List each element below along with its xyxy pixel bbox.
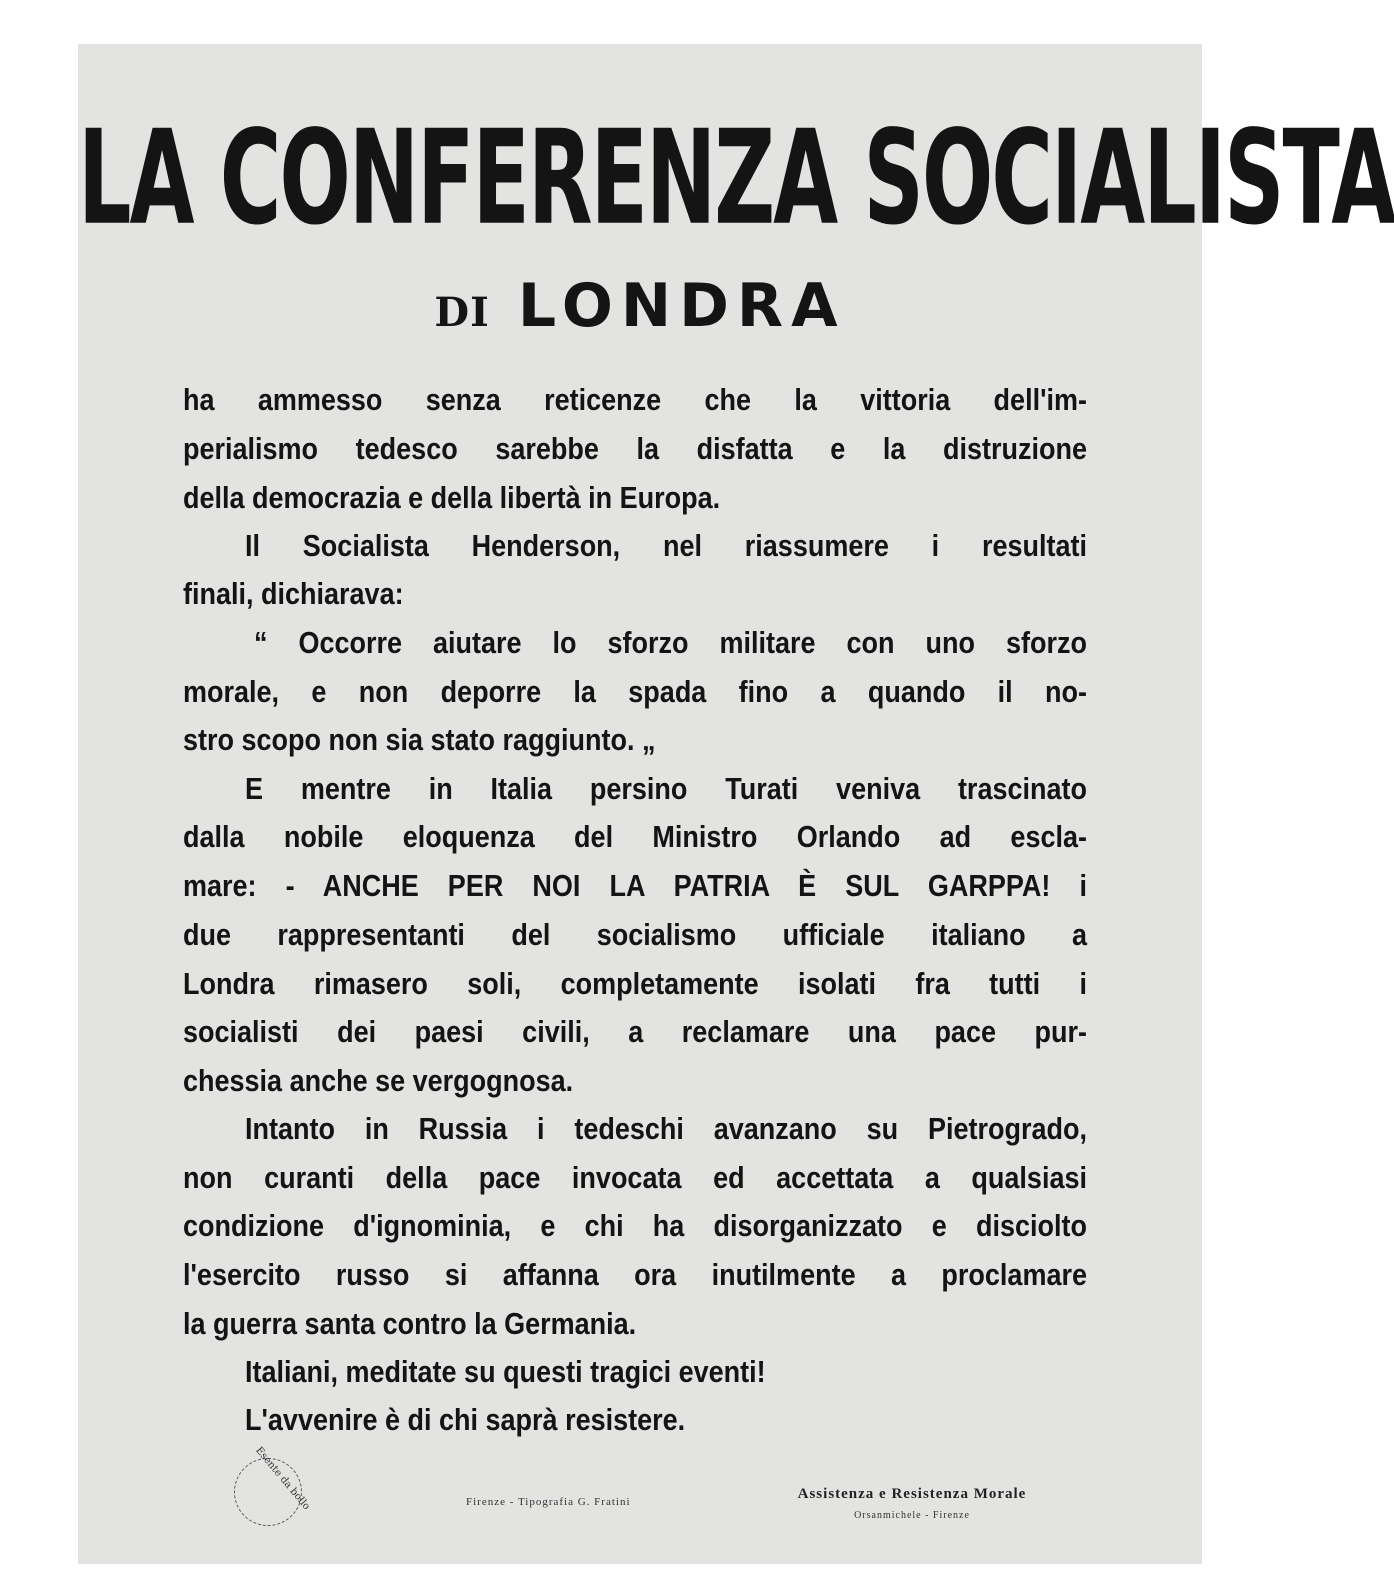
body-line: Intanto in Russia i tedeschi avanzano su Pietrogrado, bbox=[245, 1112, 1087, 1146]
body-line: la guerra santa contro la Germania. bbox=[183, 1307, 637, 1341]
body-line: ha ammesso senza reticenze che la vittoria dell'im- bbox=[183, 383, 1087, 417]
body-line: “ Occorre aiutare lo sforzo militare con uno sforzo bbox=[254, 626, 1087, 660]
body-line: della democrazia e della libertà in Europa. bbox=[183, 481, 721, 515]
body-line: due rappresentanti del socialismo ufficiale italiano a bbox=[183, 918, 1087, 952]
tax-stamp bbox=[234, 1445, 312, 1526]
subtitle-di: DI bbox=[434, 289, 490, 336]
stamp-text: Esente da bollo bbox=[253, 1445, 312, 1513]
body-line: Italiani, meditate su questi tragici eventi! bbox=[245, 1355, 766, 1389]
printer-imprint: Firenze - Tipografia G. Fratini bbox=[466, 1496, 631, 1508]
body-line: finali, dichiarava: bbox=[183, 577, 404, 611]
body-line: chessia anche se vergognosa. bbox=[183, 1064, 574, 1098]
body-line: Londra rimasero soli, completamente isolati fra tutti i bbox=[183, 967, 1087, 1001]
body-line: l'esercito russo si affanna ora inutilmente a proclamare bbox=[183, 1258, 1087, 1292]
body-line: non curanti della pace invocata ed accettata a qualsiasi bbox=[183, 1161, 1087, 1195]
body-line: mare: - ANCHE PER NOI LA PATRIA È SUL GARPPA! i bbox=[183, 869, 1087, 903]
subtitle-city: LONDRA bbox=[517, 271, 846, 341]
organization-address: Orsanmichele - Firenze bbox=[854, 1510, 970, 1521]
body-line: stro scopo non sia stato raggiunto. „ bbox=[183, 723, 656, 757]
body-line: morale, e non deporre la spada fino a quando il no- bbox=[183, 675, 1087, 709]
body-line: Il Socialista Henderson, nel riassumere i resultati bbox=[245, 529, 1087, 563]
poster-sheet bbox=[78, 44, 1394, 1564]
body-line: socialisti dei paesi civili, a reclamare una pace pur- bbox=[183, 1015, 1087, 1049]
body-line: dalla nobile eloquenza del Ministro Orlando ad escla- bbox=[183, 820, 1087, 854]
poster-subtitle bbox=[78, 271, 1202, 352]
body-line: L'avvenire è di chi saprà resistere. bbox=[245, 1403, 686, 1437]
body-line: perialismo tedesco sarebbe la disfatta e la distruzione bbox=[183, 432, 1087, 466]
organization-name: Assistenza e Resistenza Morale bbox=[797, 1486, 1027, 1502]
poster-title: LA CONFERENZA SOCIALISTA bbox=[78, 101, 1394, 254]
body-line: E mentre in Italia persino Turati veniva trascinato bbox=[245, 772, 1087, 806]
body-line: condizione d'ignominia, e chi ha disorganizzato e disciolto bbox=[183, 1209, 1087, 1243]
